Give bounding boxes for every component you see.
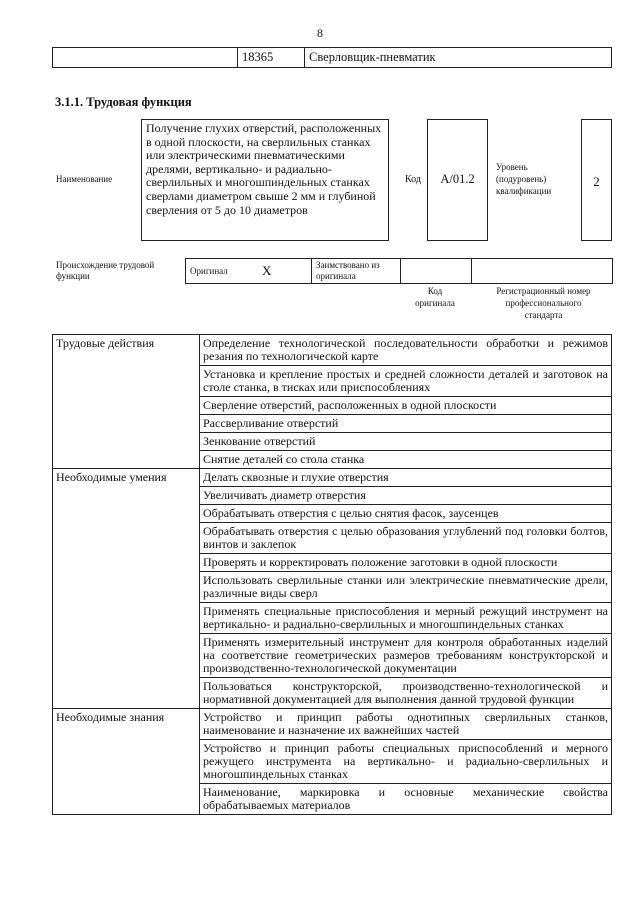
profession-code: 18365 [238, 48, 305, 68]
category-cell: Необходимые знания [53, 709, 200, 815]
origin-label: Происхождение трудовой функции [56, 260, 155, 281]
table-row [53, 709, 612, 740]
reg-number-cell [472, 259, 613, 284]
item-cell: Определение технологической последовательности обработки и режимов резания по технологической карте [200, 335, 612, 366]
item-cell: Сверление отверстий, расположенных в одной плоскости [200, 397, 612, 415]
function-details-table [52, 334, 612, 815]
original-mark: X [258, 259, 312, 284]
page-number: 8 [317, 26, 323, 40]
item-cell: Увеличивать диаметр отверстия [200, 487, 612, 505]
reg-number-label: Регистрационный номер профессионального стандарта [496, 286, 591, 320]
item-cell: Снятие деталей со стола станка [200, 451, 612, 469]
profession-code-row [52, 47, 612, 68]
item-cell: Применять измерительный инструмент для контроля обработанных изделий на соответствие геометрических размеров требованиям конструкторской и производственно-технологической документации [200, 634, 612, 678]
level-value: 2 [581, 119, 612, 241]
item-cell: Делать сквозные и глухие отверстия [200, 469, 612, 487]
original-label: Оригинал [186, 259, 259, 284]
category-cell: Необходимые умения [53, 469, 200, 709]
item-cell: Устройство и принцип работы специальных приспособлений и мерного режущего инструмента на вертикально- и радиально-сверлильных и многошпиндельных станках [200, 740, 612, 784]
level-label: Уровень (подуровень) квалификации [496, 162, 552, 196]
empty-cell [53, 48, 238, 68]
name-label: Наименование [56, 174, 113, 184]
borrowed-label: Заимствовано из оригинала [312, 259, 401, 284]
item-cell: Обрабатывать отверстия с целью снятия фасок, заусенцев [200, 505, 612, 523]
original-code-label: Код оригинала [415, 286, 455, 308]
item-cell: Наименование, маркировка и основные механические свойства обрабатываемых материалов [200, 784, 612, 815]
item-cell: Обрабатывать отверстия с целью образования углублений под головки болтов, винтов и заклепок [200, 523, 612, 554]
item-cell: Применять специальные приспособления и мерный режущий инструмент на вертикально- и радиально-сверлильных и многошпиндельных станках [200, 603, 612, 634]
function-name: Получение глухих отверстий, расположенных в одной плоскости, на сверлильных станках или электрическими пневматическими дрелями, вертикально- и радиально-сверлильных и многошпиндельных станках сверлами диаметром свыше 2 мм и глубиной сверления от 5 до 10 диаметров [141, 119, 389, 241]
section-title: 3.1.1. Трудовая функция [55, 95, 192, 109]
item-cell: Проверять и корректировать положение заготовки в одной плоскости [200, 554, 612, 572]
code-label: Код [405, 174, 421, 185]
profession-name: Сверловщик-пневматик [305, 48, 612, 68]
original-code-cell [401, 259, 472, 284]
origin-table [185, 258, 613, 284]
item-cell: Зенкование отверстий [200, 433, 612, 451]
category-cell: Трудовые действия [53, 335, 200, 469]
item-cell: Рассверливание отверстий [200, 415, 612, 433]
table-row [53, 335, 612, 366]
item-cell: Установка и крепление простых и средней сложности деталей и заготовок на столе станка, в тисках или приспособлениях [200, 366, 612, 397]
table-row [53, 469, 612, 487]
item-cell: Пользоваться конструкторской, производственно-технологической и нормативной документацией для выполнения данной трудовой функции [200, 678, 612, 709]
item-cell: Использовать сверлильные станки или электрические пневматические дрели, различные виды сверл [200, 572, 612, 603]
item-cell: Устройство и принцип работы однотипных сверлильных станков, наименование и назначение их важнейших частей [200, 709, 612, 740]
function-code: A/01.2 [427, 119, 488, 241]
